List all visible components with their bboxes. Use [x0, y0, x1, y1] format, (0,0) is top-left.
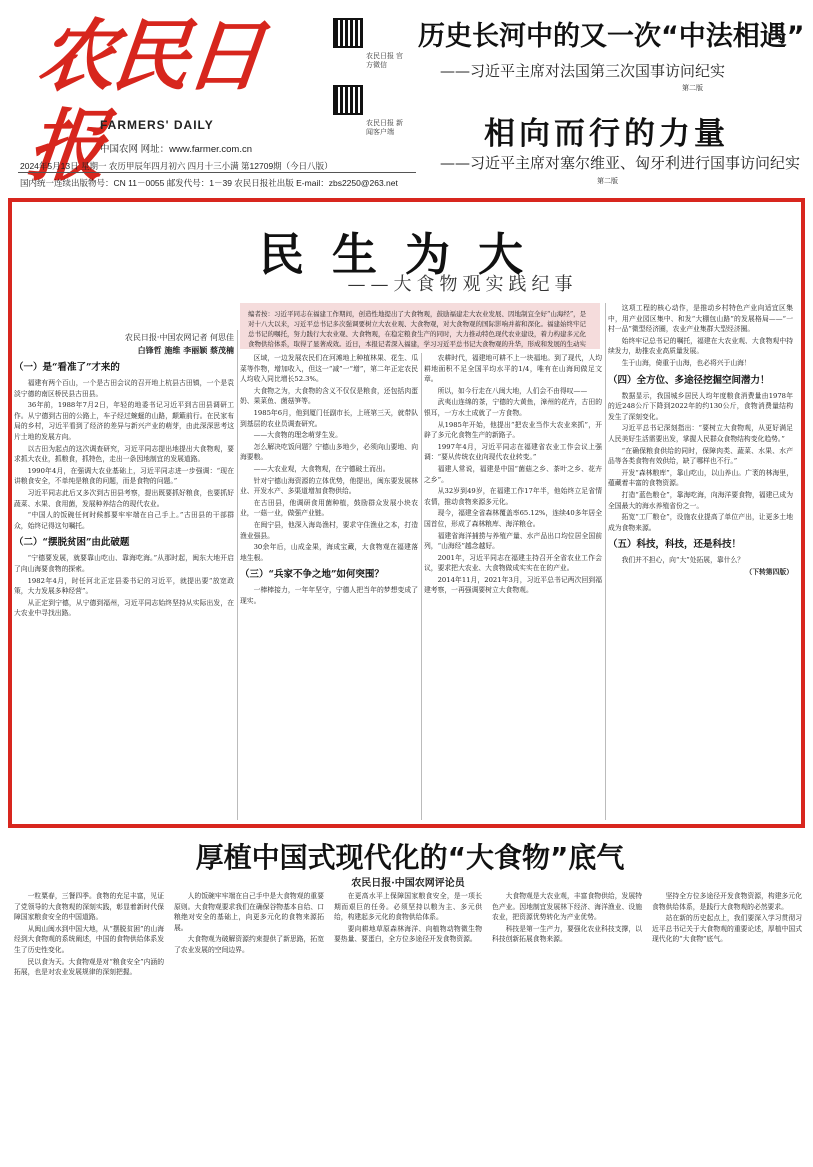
column-divider — [421, 353, 422, 820]
publication-codes: 国内统一连续出版物号：CN 11－0055 邮发代号：1－39 农民日报社出版 E-mail：zbs2250@263.net — [20, 178, 398, 188]
paragraph: 1990年4月，在强调大农业基础上，习近平同志进一步强调：“现在讲粮食安全，不单纯是粮食的问题，而是食物的问题。” — [14, 466, 234, 486]
article-column-1 — [14, 332, 234, 820]
editor-note: 编者按：习近平同志在福建工作期间，创造性地提出了大食物观，鼓励福建走大农业发展、因地制宜全好“山海经”，是对十八大以来，习近平总书记多次强调要树立大农业观、大食物观，对大食物观的国际影响并蓄和深化。福建始终牢记总书记的嘱托，努力践行大农业观、大食物观，在稳定粮食生产的同时，大力推动特色现代农业建设，着力构建多元化食物供给体系，取得了显著成效。近日，本报记者深入福建，学习习近平总书记大食物观的升华，形成和发展的生动实 — [240, 303, 600, 349]
paragraph: 福建有两个百山，一个是古田会议的召开地上杭县古田镇，一个是袁淡宁德的南区桥民县古田县。 — [14, 379, 234, 398]
paragraph: 大食物观为破解资源约束提供了新思路，拓宽了农业发展的空间边界。 — [174, 935, 324, 954]
headline-2-sub: ——习近平主席对塞尔维亚、匈牙利进行国事访问纪实 — [440, 154, 801, 172]
paragraph: 大食物观是大农业观，丰富食物供给，发展特色产业。因地制宜发展林下经济、海洋渔业、设施农业，把资源优势转化为产业优势。 — [492, 892, 642, 922]
commentary-byline: 农民日报·中国农网评论员 — [351, 878, 465, 889]
qr-caption: 农民日报 官方微信 — [366, 53, 403, 69]
commentary-column-1 — [14, 891, 164, 1163]
paragraph: 1985年6月，他到厦门任副市长，上班第三天，就带队到基层的农业员调查研究。 — [240, 408, 418, 428]
paragraph: ——大食物的理念萌芽生发。 — [253, 431, 342, 440]
masthead-divider — [18, 172, 416, 173]
section-heading: （二）“摆脱贫困”由此破题 — [14, 537, 130, 549]
headline-1[interactable]: 历史长河中的又一次“中法相遇” — [418, 21, 805, 52]
paragraph: 30余年后，山成金果，海成宝藏，大食物观在福建落地生根。 — [240, 543, 418, 562]
paragraph: 在闽宁县，他深入海岛渔村，要求守住渔业之本，打造渔业强县。 — [240, 520, 418, 540]
section-heading: （五）科技，科技，还是科技！ — [608, 539, 742, 551]
feature-title[interactable]: 民生为大 — [258, 228, 551, 281]
paragraph: 福建省海洋捕捞与养殖产量、水产品出口均位居全国前列，“山海经”越念越好。 — [424, 531, 602, 551]
paragraph: 生于山海，倚重于山海，也必将兴于山海！ — [621, 358, 751, 367]
paragraph: 从1985年开始，他提出“把农业当作大农业来抓”，开辟了多元化食物生产的新路子。 — [424, 420, 602, 440]
byline: 农民日报·中国农网记者 何思佳 — [124, 333, 234, 342]
paragraph: 这项工程的核心动作，是推动乡村特色产业向适宜区集中，用产业园区集中、和发“大棚包山路”的发展格局——“一村一品”微型经济圈，农业产业集群大型经济圈。 — [608, 304, 793, 334]
headline-1-sub: ——习近平主席对法国第三次国事访问纪实 — [440, 62, 726, 80]
paragraph: 福建人常说，福建是中国“菌菇之乡、茶叶之乡、花卉之乡”。 — [424, 464, 602, 484]
paragraph: 一粒粟春，三餐四季。食物的充足丰富，见证了党领导的大食物观的深刻实践，彰显着新时代保障国家粮食安全的中国道路。 — [14, 892, 164, 922]
paragraph: 从闽山闽水到中国大地，从“摆脱贫困”的山海经到大食物观的系统阐述，中国的食物供给体系发生了历史性变化。 — [14, 924, 164, 954]
paragraph: ——大农业观，大食物观，在宁德破土而出。 — [253, 464, 390, 473]
paragraph: “中国人的饭碗任何时候都要牢牢端在自己手上。”古田县的干部群众，始终记得这句嘱托。 — [14, 511, 234, 530]
paragraph: 现今，福建全省森林覆盖率65.12%，连续40多年居全国首位，形成了森林粮库、海洋粮仓。 — [424, 509, 602, 528]
paragraph: 一棒棒接力，一年年坚守，宁德人把当年的梦想变成了现实。 — [240, 586, 418, 605]
paragraph: 36年前，1988年7月2日，年轻的地委书记习近平到古田县调研工作。从宁德到古田的公路上，车子经过蜿蜒的山路，颠簸前行。在民家布局的乡村，习近平看到了经济的差异与新兴产业的萌芽，由此深深思考这片土地的发展方向。 — [14, 401, 234, 441]
feature-subtitle: ——大食物观实践纪事 — [347, 274, 578, 295]
paragraph: 大食物之为，大食物的含义不仅仅是粮食，还包括肉蛋奶、果菜鱼、菌菇笋等。 — [240, 386, 418, 406]
column-divider — [605, 303, 606, 820]
paragraph: 习近平总书记深刻指出：“要树立大食物观，从更好满足人民美好生活需要出发，掌握人民群众食物结构变化趋势。” — [608, 424, 793, 443]
logo-english: FARMERS' DAILY — [100, 118, 214, 132]
continued-link[interactable]: （下转第四版） — [745, 567, 793, 576]
article-column-3 — [424, 353, 602, 820]
section-heading: （三）“兵家不争之地”如何突围？ — [240, 569, 384, 581]
page-ref: 第二版 — [597, 178, 618, 185]
section-heading: （四）全方位、多途径挖掘空间潜力！ — [608, 374, 770, 386]
paragraph: 2014年11月，2021年3月，习近平总书记两次回到福建考察，一再强调要树立大食物观。 — [424, 575, 602, 595]
paragraph: 站在新的历史起点上，我们要深入学习贯彻习近平总书记关于大食物观的重要论述，厚植中国式现代化的“大食物”底气。 — [652, 914, 802, 944]
commentary-column-2 — [174, 891, 324, 1163]
paragraph: 在古田县，他调研食用菌种植，鼓励群众发展小块农业，一菇一业，做强产业链。 — [240, 498, 418, 518]
paragraph: 数据显示，我国城乡居民人均年度粮食消费量由1978年的近248公斤下降到2022年的约130公斤，食物消费量结构发生了深刻变化。 — [608, 391, 793, 421]
paragraph: 我们并不担心，向“大”处拓展，靠什么？ — [621, 556, 745, 565]
article-column-4 — [608, 303, 793, 820]
paragraph: 始终牢记总书记的嘱托，福建在大农业观、大食物观中持续发力，助推农业高质量发展。 — [608, 336, 793, 356]
paragraph: 习近平同志此后又多次到古田县考察，提出既要抓好粮食，也要抓好蔬菜、水果、食用菌，发展种养结合的现代农业。 — [14, 488, 234, 508]
reporter-names: 白锋哲 施维 李丽颖 蔡茂楠 — [137, 345, 234, 355]
paragraph: 所以，如今行走在八闽大地，人们会不由得叹—— — [437, 386, 588, 395]
paragraph: 民以食为天。大食物观是对“粮食安全”内涵的拓展，也是对农业发展规律的深刻把握。 — [14, 957, 164, 977]
paragraph: 武夷山连绵的茶，宁德的大黄鱼，漳州的花卉，古田的银耳，一方水土成就了一方食物。 — [424, 398, 602, 417]
paragraph: 怎么解决吃饭问题？宁德山多地少，必须向山要地、向海要粮。 — [240, 442, 418, 462]
paragraph: 人的饭碗牢牢端在自己手中是大食物观的重要原则。大食物观要求我们在确保谷物基本自给、口粮绝对安全的基础上，向更多元化的食物来源拓展。 — [174, 892, 324, 932]
commentary-column-4 — [492, 891, 642, 1163]
paragraph: 打造“蓝色粮仓”，靠海吃海，向海洋要食物，福建已成为全国最大的海水养殖省份之一。 — [608, 490, 793, 510]
paragraph: 区域，一边发展农民们在河滩地上种植林果、花生、瓜菜等作物，增加收入，但这一“减”一“增”，第二年正定农民人均收入同比增长52.3%。 — [240, 354, 418, 384]
paragraph: 1982年4月，时任河北正定县委书记的习近平，就提出要“放宽政策，大力发展多种经营”。 — [14, 576, 234, 596]
newspaper-logo: 农民日报 — [23, 11, 265, 192]
headline-2[interactable]: 相向而行的力量 — [484, 116, 729, 152]
paragraph: 针对宁德山海资源的立体优势，他提出，闽东要发展林业、开发水产、多渠道增加食物供给。 — [240, 476, 418, 496]
commentary-column-5 — [652, 891, 802, 1163]
qr-caption: 农民日报 新闻客户端 — [366, 120, 403, 136]
paragraph: 从正定到宁德，从宁德到福州，习近平同志始终坚持从实际出发，在大农业中寻找出路。 — [14, 598, 234, 618]
paragraph: 要向耕地草原森林海洋、向植物动物微生物要热量、要蛋白，全方位多途径开发食物资源。 — [334, 924, 482, 944]
paragraph: 农耕时代，福建地可耕不上一块福地。到了现代，人均耕地面积不足全国平均水平的1/4，唯有在山海间做足文章。 — [424, 354, 602, 384]
qr-code-icon — [333, 18, 363, 48]
paragraph: 从32岁到49岁，在福建工作17年半，他始终立足省情农情，推动食物来源多元化。 — [424, 487, 602, 506]
paragraph: “宁德要发展，就要靠山吃山、靠海吃海。”从那时起，闽东大地开启了向山海要食物的探索。 — [14, 554, 234, 573]
paragraph: 2001年，习近平同志在福建主持召开全省农业工作会议，要求把大农业、大食物做成实实在在的产业。 — [424, 553, 602, 573]
date-line: 2024年5月13日 星期一 农历甲辰年四月初六 四月十三小满 第12709期（今日八版） — [20, 161, 333, 171]
column-divider — [237, 330, 238, 820]
commentary-column-3 — [334, 891, 482, 1163]
section-heading: （一）是“看准了”才来的 — [14, 362, 120, 373]
paragraph: 科技是第一生产力，要强化农业科技支撑，以科技创新拓展食物来源。 — [492, 924, 642, 944]
qr-code-icon — [333, 85, 363, 115]
paragraph: 开发“森林粮库”，靠山吃山，以山养山。广袤的林海里，蕴藏着丰富的食物资源。 — [608, 468, 793, 488]
paragraph: 坚持全方位多途径开发食物资源，构建多元化食物供给体系，是践行大食物观的必然要求。 — [652, 892, 802, 911]
paragraph: 1997年4月，习近平同志在福建省农业工作会议上强调：“要从传统农业向现代农业转变。” — [424, 442, 602, 462]
paragraph: 在更高水平上保障国家粮食安全，是一项长期而艰巨的任务。必须坚持以粮为主、多元供给，构建起多元化的食物供给体系。 — [334, 892, 482, 922]
paragraph: 拓宽“工厂粮仓”，设施农业提高了单位产出，让更多土地成为食物来源。 — [608, 513, 793, 532]
article-column-2 — [240, 353, 418, 820]
paragraph: “在确保粮食供给的同时，保障肉类、蔬菜、水果、水产品等各类食物有效供给，缺了哪样也不行。” — [608, 446, 793, 466]
commentary-title[interactable]: 厚植中国式现代化的“大食物”底气 — [195, 841, 625, 874]
page-ref: 第二版 — [682, 85, 703, 92]
website-line: 中国农网 网址：www.farmer.com.cn — [100, 144, 253, 155]
paragraph: 以古田为起点的这次调查研究，习近平同志提出地提出大食物观，要求抓大农业，抓粮食，抓特色，走出一条因地制宜的发展道路。 — [14, 444, 234, 464]
